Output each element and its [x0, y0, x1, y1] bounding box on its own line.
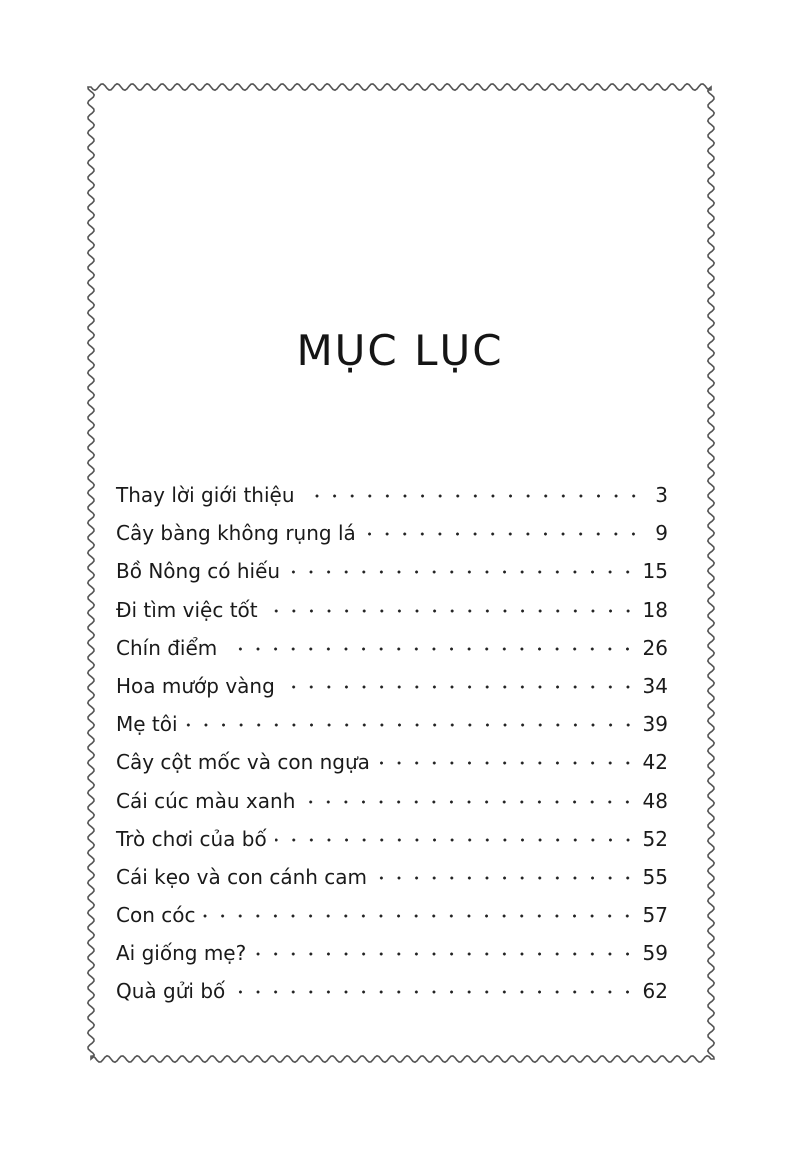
toc-entry[interactable]	[116, 972, 668, 1010]
toc-entry[interactable]	[116, 858, 668, 896]
toc-entry-page-number: 42	[642, 750, 668, 775]
toc-entry-page-number: 34	[642, 673, 668, 698]
toc-entry-title: Cái kẹo và con cánh cam	[116, 864, 368, 889]
toc-entry-title: Con cóc	[116, 903, 196, 928]
toc-entry-title: Cây bàng không rụng lá	[116, 521, 356, 546]
dot-leader	[303, 486, 642, 506]
toc-entry-page-number: 52	[642, 826, 668, 851]
toc-entry[interactable]	[116, 743, 668, 781]
toc-entry-title: Cái cúc màu xanh	[116, 788, 296, 813]
toc-entry-page-number: 26	[642, 635, 668, 660]
table-of-contents	[116, 476, 668, 1011]
dot-leader	[375, 868, 637, 888]
dot-leader	[203, 906, 636, 926]
page-title: MỤC LỤC	[296, 326, 504, 375]
toc-entry-page-number: 59	[642, 941, 668, 966]
toc-entry[interactable]	[116, 782, 668, 820]
toc-entry-page-number: 57	[642, 903, 668, 928]
dot-leader	[378, 753, 637, 773]
toc-entry[interactable]	[116, 591, 668, 629]
dot-leader	[233, 982, 636, 1002]
toc-entry-page-number: 18	[642, 597, 668, 622]
toc-entry[interactable]	[116, 705, 668, 743]
dot-leader	[283, 677, 637, 697]
toc-entry-title: Cây cột mốc và con ngựa	[116, 750, 370, 775]
dot-leader	[225, 639, 636, 659]
toc-entry-title: Ai giống mẹ?	[116, 941, 247, 966]
toc-entry[interactable]	[116, 514, 668, 552]
dot-leader	[275, 830, 637, 850]
toc-entry-title: Hoa mướp vàng	[116, 673, 275, 698]
toc-entry[interactable]	[116, 896, 668, 934]
toc-entry-title: Đi tìm việc tốt	[116, 597, 258, 622]
toc-entry-page-number: 55	[642, 864, 668, 889]
dot-leader	[186, 715, 637, 735]
toc-entry-title: Thay lời giới thiệu	[116, 483, 295, 507]
toc-entry-page-number: 9	[655, 521, 668, 546]
toc-entry[interactable]	[116, 552, 668, 590]
toc-entry-title: Quà gửi bố	[116, 979, 226, 1004]
toc-entry-title: Bồ Nông có hiếu	[116, 559, 281, 584]
dot-leader	[303, 792, 636, 812]
dot-leader	[266, 601, 637, 621]
toc-entry-page-number: 62	[642, 979, 668, 1004]
toc-entry-title: Trò chơi của bố	[116, 826, 267, 851]
toc-entry-title: Mẹ tôi	[116, 712, 178, 737]
toc-entry[interactable]	[116, 934, 668, 972]
toc-entry-page-number: 39	[642, 712, 668, 737]
toc-entry[interactable]	[116, 476, 668, 514]
toc-entry[interactable]	[116, 820, 668, 858]
toc-entry-title: Chín điểm	[116, 635, 218, 660]
toc-entry[interactable]	[116, 629, 668, 667]
toc-entry-page-number: 15	[642, 559, 668, 584]
dot-leader	[288, 562, 637, 582]
dot-leader	[364, 524, 642, 544]
dot-leader	[254, 944, 636, 964]
toc-entry-page-number: 48	[642, 788, 668, 813]
toc-entry[interactable]	[116, 667, 668, 705]
toc-entry-page-number: 3	[655, 483, 668, 507]
